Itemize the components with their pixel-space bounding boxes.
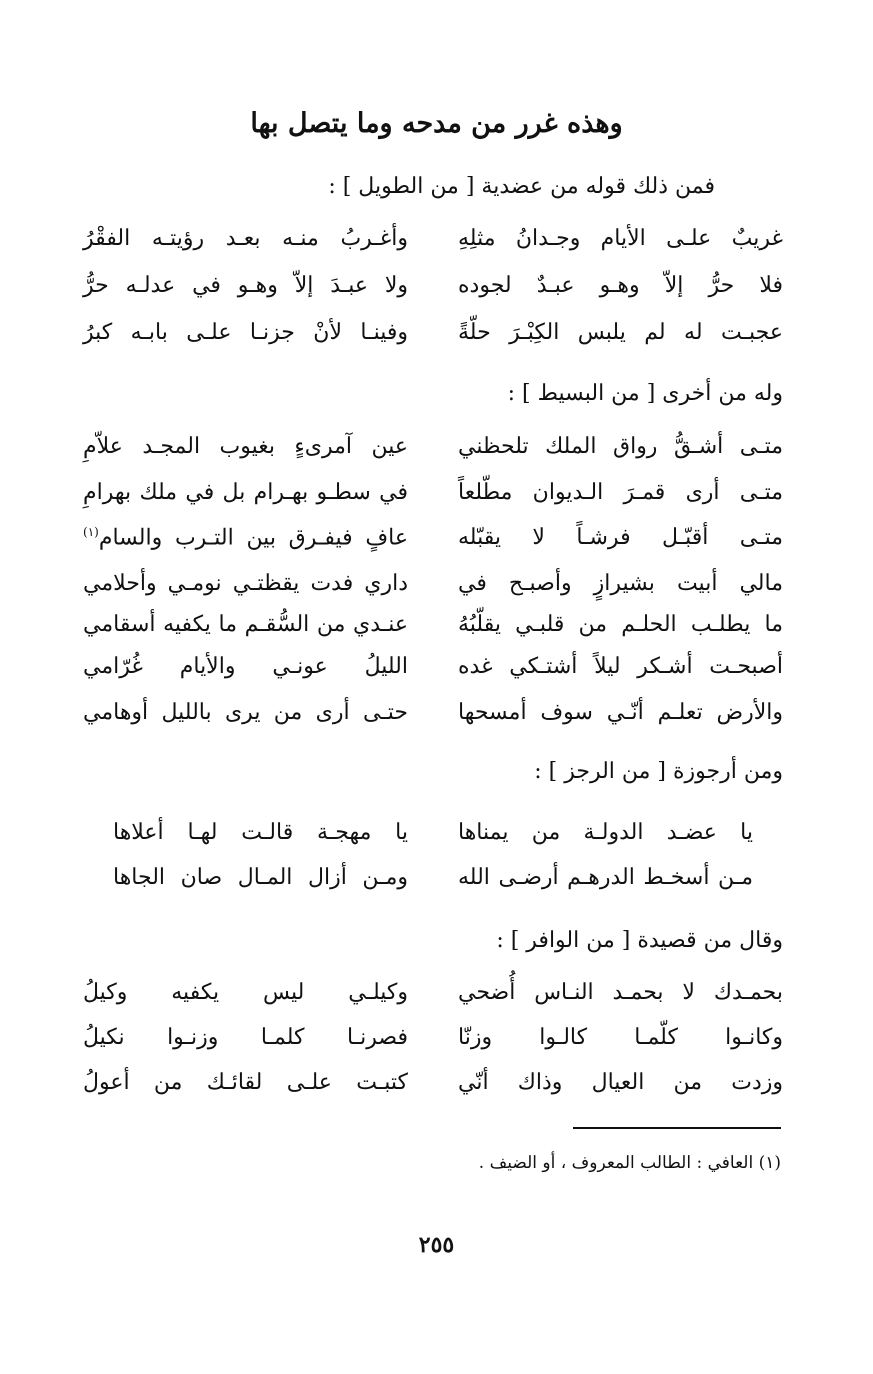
intro-line: ومن أرجوزة [ من الرجز ] : bbox=[534, 759, 783, 784]
verse-first-hemistich: عجبـت له لم يلبس الكِبْـرَ حلّةً bbox=[458, 320, 783, 345]
verse-second-hemistich: وكيلـي ليس يكفيه وكيلُ bbox=[83, 980, 408, 1005]
verse-line bbox=[0, 571, 873, 615]
verse-line bbox=[0, 1025, 873, 1069]
verse-first-hemistich: متـى أرى قمـرَ الـديوان مطّلعاً bbox=[458, 480, 783, 505]
verse-second-hemistich: داري فدت يقظتـي نومـي وأحلامي bbox=[83, 571, 408, 596]
verse-second-hemistich: ولا عبـدَ إلاّ وهـو في عدلـه حرُّ bbox=[83, 273, 408, 298]
verse-first-hemistich: مالي أبيت بشيرازٍ وأصبـح في bbox=[458, 571, 783, 596]
verse-second-hemistich: وفينـا لأنْ جزنـا علـى بابـه كبرُ bbox=[83, 320, 408, 345]
verse-line bbox=[0, 320, 873, 364]
footnote: (١) العافي : الطالب المعروف ، أو الضيف . bbox=[478, 1153, 781, 1173]
verse-first-hemistich: أصبحـت أشـكر ليلاً أشتـكي غده bbox=[458, 654, 783, 679]
verse-line bbox=[0, 865, 873, 909]
page-number: ٢٥٥ bbox=[418, 1232, 455, 1258]
verse-first-hemistich: متـى أشـقُّ رواق الملك تلحظني bbox=[458, 434, 783, 459]
verse-line bbox=[0, 980, 873, 1024]
verse-second-hemistich: عين آمرىءٍ بغيوب المجـد علاّمِ bbox=[83, 434, 408, 459]
verse-line bbox=[0, 434, 873, 478]
intro-line: وقال من قصيدة [ من الوافر ] : bbox=[496, 928, 783, 953]
verse-line bbox=[0, 480, 873, 524]
verse-line bbox=[0, 525, 873, 569]
footnote-marker: (١) bbox=[83, 525, 99, 539]
verse-first-hemistich: بحمـدك لا بحمـد النـاس أُضحي bbox=[458, 980, 783, 1005]
verse-second-hemistich: فصرنـا كلمـا وزنـوا نكيلُ bbox=[83, 1025, 408, 1050]
verse-first-hemistich: وكانـوا كلّمـا كالـوا وزنّا bbox=[458, 1025, 783, 1050]
verse-line bbox=[0, 1070, 873, 1114]
verse-line bbox=[0, 226, 873, 270]
verse-first-hemistich: وزدت من العيال وذاك أنّي bbox=[458, 1070, 783, 1095]
verse-line bbox=[0, 700, 873, 744]
verse-second-hemistich: عنـدي من السُّقـم ما يكفيه أسقامي bbox=[83, 612, 408, 637]
verse-line bbox=[0, 273, 873, 317]
verse-first-hemistich: مـن أسخـط الدرهـم أرضـى الله bbox=[458, 865, 753, 890]
verse-first-hemistich: ما يطلـب الحلـم من قلبـي يقلّبُهُ bbox=[458, 612, 783, 637]
verse-line bbox=[0, 654, 873, 698]
verse-second-hemistich: وأغـربُ منـه بعـد رؤيتـه الفقْرُ bbox=[83, 226, 408, 251]
verse-second-hemistich: في سطـو بهـرام بل في ملك بهرامِ bbox=[83, 480, 408, 505]
verse-second-hemistich: حتـى أرى من يرى بالليل أوهامي bbox=[83, 700, 408, 725]
page-title: وهذه غرر من مدحه وما يتصل بها bbox=[250, 108, 623, 139]
verse-first-hemistich: متـى أقبّـل فرشـاً لا يقبّله bbox=[458, 525, 783, 550]
verse-second-hemistich: ومـن أزال المـال صان الجاها bbox=[113, 865, 408, 890]
hemistich-text: عافٍ فيفـرق بين التـرب والسام bbox=[98, 525, 408, 551]
verse-first-hemistich: غريبٌ علـى الأيام وجـدانُ مثلِهِ bbox=[458, 226, 783, 251]
verse-first-hemistich: والأرض تعلـم أنّـي سوف أمسحها bbox=[458, 700, 783, 725]
verse-second-hemistich: يا مهجـة قالـت لهـا أعلاها bbox=[113, 820, 408, 845]
footnote-separator bbox=[573, 1127, 781, 1129]
verse-line bbox=[0, 820, 873, 864]
verse-second-hemistich: كتبـت علـى لقائـك من أعولُ bbox=[83, 1070, 408, 1095]
intro-line: وله من أخرى [ من البسيط ] : bbox=[507, 381, 783, 406]
verse-first-hemistich: فلا حرُّ إلاّ وهـو عبـدٌ لجوده bbox=[458, 273, 783, 298]
verse-second-hemistich: الليلُ عونـي والأيام غُرّامي bbox=[83, 654, 408, 679]
intro-line: فمن ذلك قوله من عضدية [ من الطويل ] : bbox=[328, 174, 715, 199]
verse-line bbox=[0, 612, 873, 656]
verse-second-hemistich bbox=[83, 525, 408, 550]
verse-first-hemistich: يا عضـد الدولـة من يمناها bbox=[458, 820, 753, 845]
